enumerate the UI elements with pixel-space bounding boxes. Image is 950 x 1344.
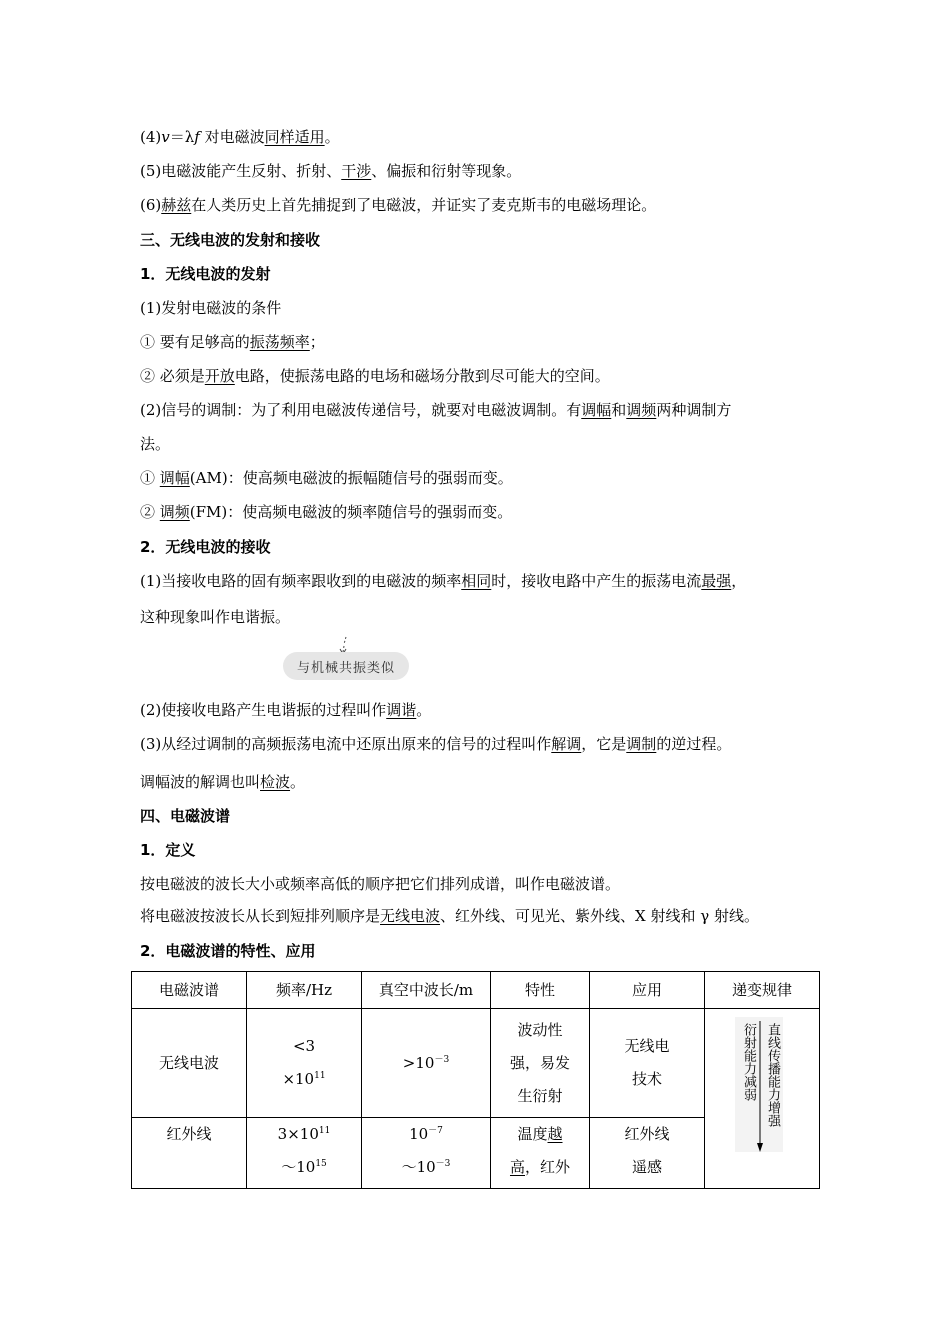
ordering-text: 将电磁波按波长从长到短排列顺序是无线电波、红外线、可见光、紫外线、X 射线和 γ 射线。 bbox=[140, 907, 759, 925]
subheading-reception: 2．无线电波的接收 bbox=[140, 538, 271, 556]
table-header-cell: 电磁波谱 bbox=[132, 972, 247, 1009]
table-header-cell: 特性 bbox=[491, 972, 590, 1009]
radio-application-cell: 无线电 技术 bbox=[590, 1009, 705, 1118]
definition-text: 按电磁波的波长大小或频率高低的顺序把它们排列成谱，叫作电磁波谱。 bbox=[140, 875, 621, 893]
subheading-spectrum-table: 2．电磁波谱的特性、应用 bbox=[140, 942, 316, 960]
resonance-paragraph-cont: 这种现象叫作电谐振。 bbox=[140, 608, 291, 626]
ir-frequency-cell: $3\times 10^{11}$ $\sim 10^{15}$ bbox=[247, 1118, 362, 1189]
ir-name-cell: 红外线 bbox=[132, 1118, 247, 1189]
table-header-cell: 应用 bbox=[590, 972, 705, 1009]
modulation-paragraph-cont: 法。 bbox=[140, 435, 171, 453]
trend-down-arrow-icon bbox=[756, 1021, 764, 1153]
paragraph-5: (5)电磁波能产生反射、折射、干涉、偏振和衍射等现象。 bbox=[140, 162, 522, 180]
table-header-cell: 真空中波长/m bbox=[362, 972, 491, 1009]
table-header-cell: 频率/Hz bbox=[247, 972, 362, 1009]
condition-2: ② 必须是开放电路，使振荡电路的电场和磁场分散到尽可能大的空间。 bbox=[140, 367, 610, 385]
radio-wavelength-cell: $>10^{-3}$ bbox=[362, 1009, 491, 1118]
subheading-definition: 1．定义 bbox=[140, 841, 196, 859]
am-line: ① 调幅(AM)：使高频电磁波的振幅随信号的强弱而变。 bbox=[140, 469, 513, 487]
radio-frequency-cell: <3 $\times 10^{11}$ bbox=[247, 1009, 362, 1118]
margin-note-bubble: 与机械共振类似 bbox=[283, 652, 409, 680]
trend-left-label: 衍射能力减弱 bbox=[741, 1023, 756, 1101]
radio-name-cell: 无线电波 bbox=[132, 1009, 247, 1118]
table-header-cell: 递变规律 bbox=[705, 972, 820, 1009]
tuning-paragraph: (2)使接收电路产生电谐振的过程叫作调谐。 bbox=[140, 701, 432, 719]
condition-1: ① 要有足够高的振荡频率； bbox=[140, 333, 325, 351]
trend-box bbox=[735, 1017, 783, 1152]
paragraph-4: (4)v＝λf 对电磁波同样适用。 bbox=[140, 128, 340, 146]
fm-line: ② 调频(FM)：使高频电磁波的频率随信号的强弱而变。 bbox=[140, 503, 513, 521]
detection-line: 调幅波的解调也叫检波。 bbox=[140, 773, 306, 791]
ir-feature-cell: 温度越 高，红外 bbox=[491, 1118, 590, 1189]
table-row bbox=[132, 1009, 820, 1118]
resonance-paragraph: (1)当接收电路的固有频率跟收到的电磁波的频率相同时，接收电路中产生的振荡电流最强， bbox=[140, 572, 747, 590]
spectrum-table bbox=[131, 971, 820, 1189]
subheading-emission: 1．无线电波的发射 bbox=[140, 265, 271, 283]
emission-conditions: (1)发射电磁波的条件 bbox=[140, 299, 282, 317]
table-header-row bbox=[132, 972, 820, 1009]
section-heading-4: 四、电磁波谱 bbox=[140, 807, 231, 825]
section-heading-3: 三、无线电波的发射和接收 bbox=[140, 231, 321, 249]
demodulation-paragraph: (3)从经过调制的高频振荡电流中还原出原来的信号的过程叫作解调，它是调制的逆过程。 bbox=[140, 735, 732, 753]
radio-feature-cell: 波动性 强，易发 生衍射 bbox=[491, 1009, 590, 1118]
ir-application-cell: 红外线 遥感 bbox=[590, 1118, 705, 1189]
paragraph-6: (6)赫兹在人类历史上首先捕捉到了电磁波，并证实了麦克斯韦的电磁场理论。 bbox=[140, 196, 657, 214]
trend-cell bbox=[705, 1009, 820, 1189]
modulation-paragraph: (2)信号的调制：为了利用电磁波传递信号，就要对电磁波调制。有调幅和调频两种调制方 bbox=[140, 401, 732, 419]
trend-right-label: 直线传播能力增强 bbox=[765, 1023, 780, 1127]
ir-wavelength-cell: $10^{-7}$ $\sim 10^{-3}$ bbox=[362, 1118, 491, 1189]
